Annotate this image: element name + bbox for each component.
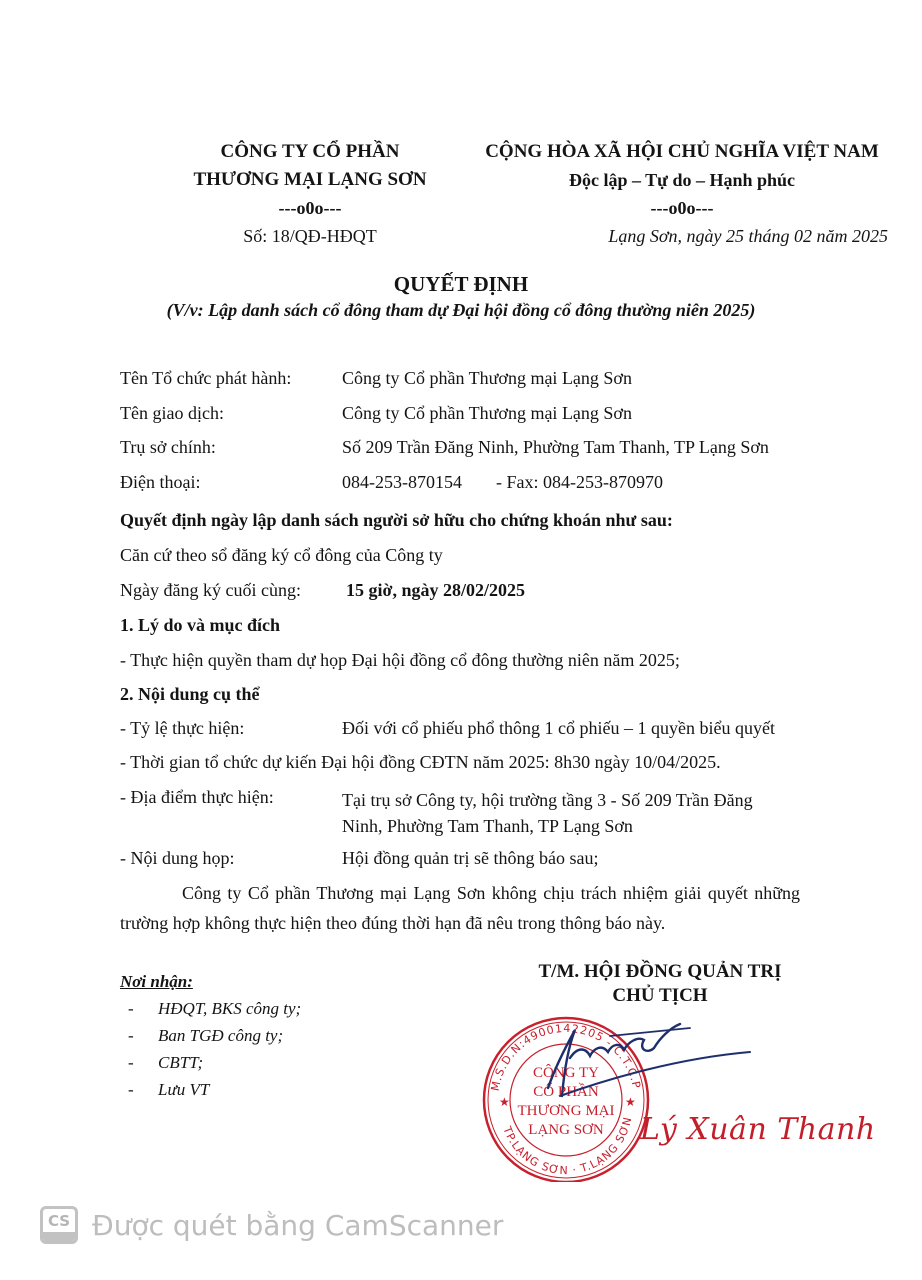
signature-block [470,960,850,1008]
header-separator-left: ---o0o--- [278,198,342,218]
ratio-label: - Tỷ lệ thực hiện: [120,718,245,738]
venue-line1: Tại trụ sở Công ty, hội trường tầng 3 - Số 209 Trần Đăng [342,790,753,810]
info-row-issuer [120,368,632,389]
recipients-heading: Nơi nhận: [120,972,193,991]
section1-text: - Thực hiện quyền tham dự họp Đại hội đồng cổ đông thường niên năm 2025; [120,650,680,670]
info-row-phone [120,472,663,493]
recipient-item: - HĐQT, BKS công ty; [128,999,302,1018]
signer-name: Lý Xuân Thanh [640,1112,876,1147]
info-row-address [120,437,769,458]
place-date: Lạng Sơn, ngày 25 tháng 02 năm 2025 [608,226,888,246]
record-date-value: 15 giờ, ngày 28/02/2025 [346,580,525,600]
company-name-line1: CÔNG TY CỔ PHẦN [220,141,400,162]
info-value: Công ty Cổ phần Thương mại Lạng Sơn [342,403,632,423]
info-label: Điện thoại: [120,472,201,492]
venue-label: - Địa điểm thực hiện: [120,787,274,807]
disclaimer-paragraph: Công ty Cổ phần Thương mại Lạng Sơn không chịu trách nhiệm giải quyết những trường hợp không thực hiện theo đúng thời hạn đã nêu trong thông báo này. [120,883,800,933]
recipient-item: - Lưu VT [128,1080,210,1099]
decision-heading: Quyết định ngày lập danh sách người sở hữu cho chứng khoán như sau: [120,510,673,530]
recipient-item: - CBTT; [128,1053,204,1072]
fax-value: - Fax: 084-253-870970 [496,472,663,492]
recipient-item: - Ban TGĐ công ty; [128,1026,284,1045]
venue-row [120,787,753,839]
ratio-value: Đối với cổ phiếu phổ thông 1 cổ phiếu – 1 quyền biểu quyết [342,718,775,738]
section2-heading: 2. Nội dung cụ thể [120,684,260,704]
ratio-row [120,718,775,739]
svg-text:CÔNG TY: CÔNG TY [533,1065,599,1081]
info-label: Tên Tổ chức phát hành: [120,368,292,388]
agenda-row [120,848,598,869]
record-date-row [120,580,525,601]
header-separator-right: ---o0o--- [650,198,714,218]
svg-text:THƯƠNG MẠI: THƯƠNG MẠI [517,1103,615,1119]
document-subtitle: (V/v: Lập danh sách cổ đông tham dự Đại hội đồng cổ đông thường niên 2025) [166,300,756,320]
camscanner-logo-icon: CS [40,1206,78,1244]
info-label: Tên giao dịch: [120,403,224,423]
national-header [462,138,902,250]
company-name-line2: THƯƠNG MẠI LẠNG SƠN [193,169,427,190]
info-label: Trụ sở chính: [120,437,216,457]
info-row-trade-name [120,403,632,424]
info-value: Công ty Cổ phần Thương mại Lạng Sơn [342,368,632,388]
venue-line2: Ninh, Phường Tam Thanh, TP Lạng Sơn [342,816,633,836]
agenda-label: - Nội dung họp: [120,848,235,868]
svg-text:TP.LẠNG SƠN · T.LẠNG SƠN: TP.LẠNG SƠN · T.LẠNG SƠN [500,1115,635,1178]
svg-text:★: ★ [625,1095,636,1109]
svg-text:★: ★ [499,1095,510,1109]
nation-title: CỘNG HÒA XÃ HỘI CHỦ NGHĨA VIỆT NAM [485,141,879,162]
recipients-block [120,968,301,1103]
venue-value [342,787,753,839]
watermark-text: Được quét bằng CamScanner [92,1208,504,1242]
svg-text:LẠNG SƠN: LẠNG SƠN [528,1122,604,1138]
issuer-header [150,138,470,250]
agenda-value: Hội đồng quản trị sẽ thông báo sau; [342,848,599,868]
document-title: QUYẾT ĐỊNH [393,272,529,296]
svg-text:CỔ PHẦN: CỔ PHẦN [533,1084,599,1100]
signature-position: CHỦ TỊCH [612,985,708,1006]
info-value: Số 209 Trần Đăng Ninh, Phường Tam Thanh, TP Lạng Sơn [342,437,769,457]
decision-basis: Căn cứ theo sổ đăng ký cổ đông của Công ty [120,545,443,565]
phone-value: 084-253-870154 [342,472,462,492]
signature-title: T/M. HỘI ĐỒNG QUẢN TRỊ [538,961,782,982]
svg-text:M.S.D.N:4900142205 - C.T.C.P: M.S.D.N:4900142205 - C.T.C.P [488,1021,644,1093]
document-number: Số: 18/QĐ-HĐQT [243,226,377,246]
national-motto: Độc lập – Tự do – Hạnh phúc [568,170,796,190]
time-row: - Thời gian tổ chức dự kiến Đại hội đồng CĐTN năm 2025: 8h30 ngày 10/04/2025. [120,752,721,772]
record-date-label: Ngày đăng ký cuối cùng: [120,580,301,600]
section1-heading: 1. Lý do và mục đích [120,615,281,635]
camscanner-watermark [40,1205,503,1245]
